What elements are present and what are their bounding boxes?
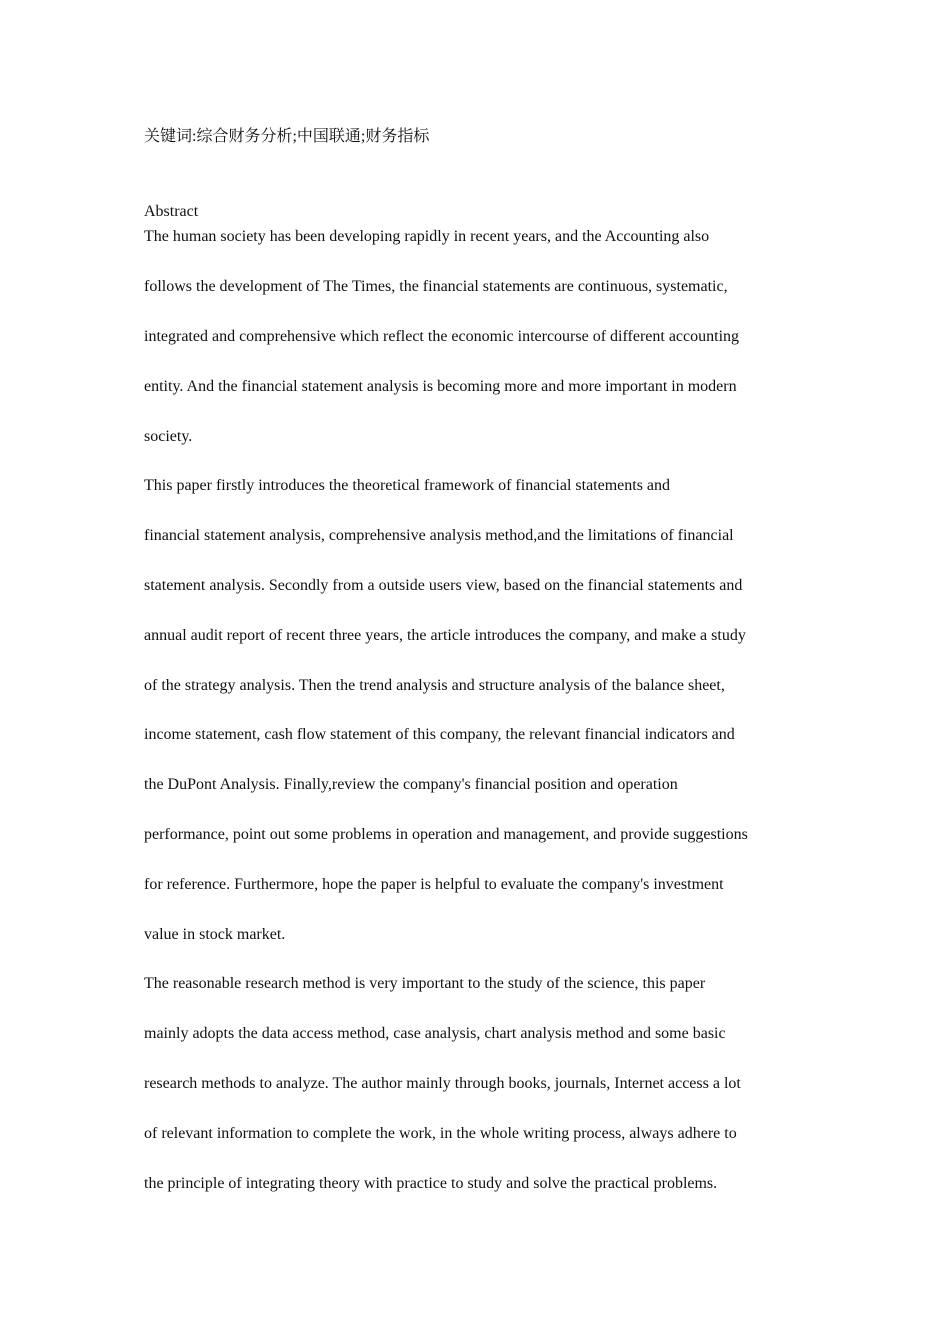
abstract-line: statement analysis. Secondly from a outside users view, based on the financial statements and <box>144 577 743 594</box>
abstract-line: The reasonable research method is very important to the study of the science, this paper <box>144 975 706 992</box>
abstract-line: performance, point out some problems in operation and management, and provide suggestions <box>144 826 748 843</box>
keywords-line: 关键词:综合财务分析;中国联通;财务指标 <box>144 128 430 145</box>
abstract-line: the principle of integrating theory with practice to study and solve the practical problems. <box>144 1175 718 1192</box>
abstract-line: income statement, cash flow statement of this company, the relevant financial indicators and <box>144 726 735 743</box>
abstract-line: integrated and comprehensive which reflect the economic intercourse of different accounting <box>144 328 740 345</box>
abstract-line: of relevant information to complete the work, in the whole writing process, always adhere to <box>144 1125 737 1142</box>
abstract-line: the DuPont Analysis. Finally,review the company's financial position and operation <box>144 776 678 793</box>
abstract-line: follows the development of The Times, the financial statements are continuous, systematic, <box>144 278 728 295</box>
abstract-line: value in stock market. <box>144 926 286 943</box>
abstract-line: mainly adopts the data access method, case analysis, chart analysis method and some basic <box>144 1025 726 1042</box>
abstract-line: entity. And the financial statement analysis is becoming more and more important in modern <box>144 378 737 395</box>
abstract-line: financial statement analysis, comprehensive analysis method,and the limitations of financial <box>144 527 734 544</box>
abstract-line: for reference. Furthermore, hope the paper is helpful to evaluate the company's investment <box>144 876 724 893</box>
abstract-line: society. <box>144 428 193 445</box>
abstract-line: annual audit report of recent three years, the article introduces the company, and make a study <box>144 627 746 644</box>
abstract-line: of the strategy analysis. Then the trend analysis and structure analysis of the balance sheet, <box>144 677 725 694</box>
abstract-heading: Abstract <box>144 203 199 220</box>
abstract-line: This paper firstly introduces the theoretical framework of financial statements and <box>144 477 671 494</box>
abstract-line: The human society has been developing rapidly in recent years, and the Accounting also <box>144 228 710 245</box>
abstract-line: research methods to analyze. The author mainly through books, journals, Internet access a lot <box>144 1075 741 1092</box>
